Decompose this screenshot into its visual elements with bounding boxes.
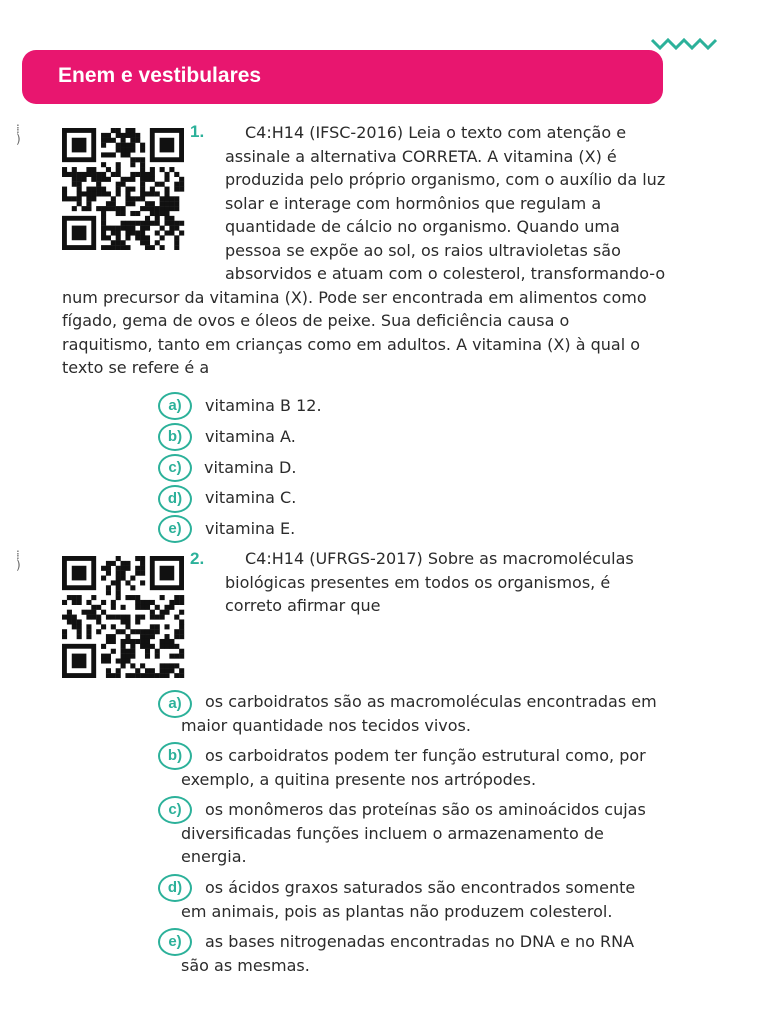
question-line: fígado, gema de ovos e óleos de peixe. Sua deficiência causa o (62, 311, 570, 330)
option-c-badge[interactable]: c) (158, 454, 192, 482)
section-title: Enem e vestibulares (58, 64, 262, 87)
question-line: texto se refere é a (62, 358, 210, 377)
question-1-text (62, 121, 742, 380)
option-d-text[interactable]: vitamina C. (205, 488, 297, 507)
question-line: solar e interage com hormônios que regulam a (225, 193, 602, 213)
option-line: em animais, pois as plantas não produzem colesterol. (181, 901, 613, 921)
option-line: os carboidratos podem ter função estrutural como, por (205, 746, 646, 765)
option-c-text[interactable] (181, 798, 741, 869)
option-line: os ácidos graxos saturados são encontrados somente (205, 878, 636, 897)
edge-mark: ⁞ ) (16, 548, 21, 572)
option-e-badge[interactable]: e) (158, 515, 192, 543)
option-a-text[interactable]: vitamina B 12. (205, 396, 322, 415)
question-code: C4:H14 (IFSC-2016) (245, 123, 404, 142)
option-d-badge[interactable]: d) (158, 874, 192, 902)
option-c-badge[interactable]: c) (158, 796, 192, 824)
question-line: Leia o texto com atenção e (408, 123, 627, 142)
edge-mark: ⁞ ) (16, 122, 21, 146)
option-b-text[interactable]: vitamina A. (205, 427, 296, 446)
option-c-text[interactable]: vitamina D. (204, 458, 297, 477)
option-e-text[interactable]: vitamina E. (205, 519, 296, 538)
question-line: correto afirmar que (225, 596, 381, 615)
zigzag-decoration-icon (650, 36, 720, 50)
option-line: energia. (181, 847, 247, 866)
option-line: as bases nitrogenadas encontradas no DNA e no RNA (205, 932, 635, 951)
question-2-text (62, 547, 742, 618)
option-e-text[interactable] (181, 930, 741, 977)
option-a-text[interactable] (181, 690, 741, 737)
question-line: biológicas presentes em todos os organismos, é (225, 572, 611, 592)
option-b-badge[interactable]: b) (158, 742, 192, 770)
option-b-text[interactable] (181, 744, 741, 791)
option-d-text[interactable] (181, 876, 741, 923)
section-header (22, 50, 663, 104)
option-b-badge[interactable]: b) (158, 423, 192, 451)
question-line: absorvidos e atuam com o colesterol, transformando-o (225, 264, 666, 283)
option-a-badge[interactable]: a) (158, 392, 192, 420)
option-line: são as mesmas. (181, 955, 310, 975)
option-a-badge[interactable]: a) (158, 690, 192, 718)
option-line: maior quantidade nos tecidos vivos. (181, 715, 471, 735)
question-number: 1. (190, 122, 205, 141)
option-line: os monômeros das proteínas são os aminoácidos cujas (205, 800, 646, 819)
question-line: produzida pelo próprio organismo, com o auxílio da luz (225, 170, 666, 189)
question-line: quantidade de cálcio no organismo. Quando uma (225, 217, 620, 236)
question-line: pessoa se expõe ao sol, os raios ultravioletas são (225, 240, 621, 260)
question-line: assinale a alternativa CORRETA. A vitamina (X) é (225, 146, 617, 166)
option-line: exemplo, a quitina presente nos artrópodes. (181, 769, 537, 789)
question-code: C4:H14 (UFRGS-2017) (245, 549, 423, 568)
option-e-badge[interactable]: e) (158, 928, 192, 956)
option-line: os carboidratos são as macromoléculas encontradas em (205, 692, 657, 711)
question-line: Sobre as macromoléculas (427, 549, 634, 568)
option-d-badge[interactable]: d) (158, 485, 192, 513)
option-line: diversificadas funções incluem o armazenamento de (181, 823, 604, 843)
question-line: num precursor da vitamina (X). Pode ser encontrada em alimentos como (62, 287, 647, 307)
question-line: raquitismo, tanto em crianças como em adultos. A vitamina (X) à qual o (62, 334, 641, 354)
question-number: 2. (190, 549, 205, 568)
